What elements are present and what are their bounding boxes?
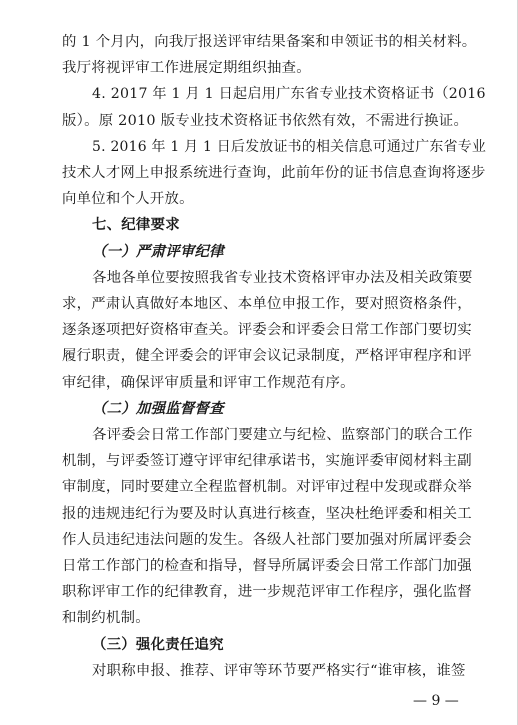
text-line: 逐条逐项把好资格审查关。评委会和评委会日常工作部门要切实 [62,322,472,339]
text-line: 审纪律，确保评审质量和评审工作规范有序。 [62,374,355,391]
text-line: 和制约机制。 [62,610,150,627]
text-line: 职称评审工作的纪律教育，进一步规范评审工作程序，强化监督 [62,584,472,601]
text-line: 各地各单位要按照我省专业技术资格评审办法及相关政策要 [92,269,473,286]
text-line: 向单位和个人开放。 [62,191,194,208]
text-line: 各评委会日常工作部门要建立与纪检、监察部门的联合工作 [92,427,473,443]
page-number: — 9 — [413,693,459,709]
text-line: 对职称申报、推荐、评审等环节要严格实行“谁审核，谁签 [92,662,466,679]
text-line: 的 1 个月内，向我厅报送评审结果备案和申领证书的相关材料。 [62,34,477,50]
text-line: 日常工作部门的检查和指导，督导所属评委会日常工作部门加强 [62,558,472,574]
text-line: 报的违规违纪行为要及时认真进行核查，坚决杜绝评委和相关工 [62,505,472,522]
text-line: 4. 2017 年 1 月 1 日起启用广东省专业技术资格证书（2016 [92,86,486,103]
subsection-heading: （三）强化责任追究 [92,636,224,653]
text-line: 履行职责，健全评委会的评审会议记录制度，严格评审程序和评 [62,348,472,365]
subsection-heading: （一）严肃评审纪律 [92,242,224,260]
text-line: 5. 2016 年 1 月 1 日后发放证书的相关信息可通过广东省专业 [92,138,487,155]
text-line: 审制度，同时要建立全程监督机制。对评审过程中发现或群众举 [62,479,472,496]
text-line: 作人员违纪违法问题的发生。各级人社部门要加强对所属评委会 [62,531,472,548]
text-line: 求，严肃认真做好本地区、本单位申报工作，要对照资格条件， [62,296,472,312]
subsection-heading: （二）加强监督督查 [92,399,224,417]
text-line: 技术人才网上申报系统进行查询，此前年份的证书信息查询将逐步 [62,165,486,181]
text-line: 我厅将视评审工作进展定期组织抽查。 [62,60,311,77]
section-heading: 七、纪律要求 [92,217,180,234]
text-line: 机制，与评委签订遵守评审纪律承诺书，实施评委审阅材料主副 [62,453,472,470]
text-line: 版）。原 2010 版专业技术资格证书依然有效，不需进行换证。 [62,112,469,129]
